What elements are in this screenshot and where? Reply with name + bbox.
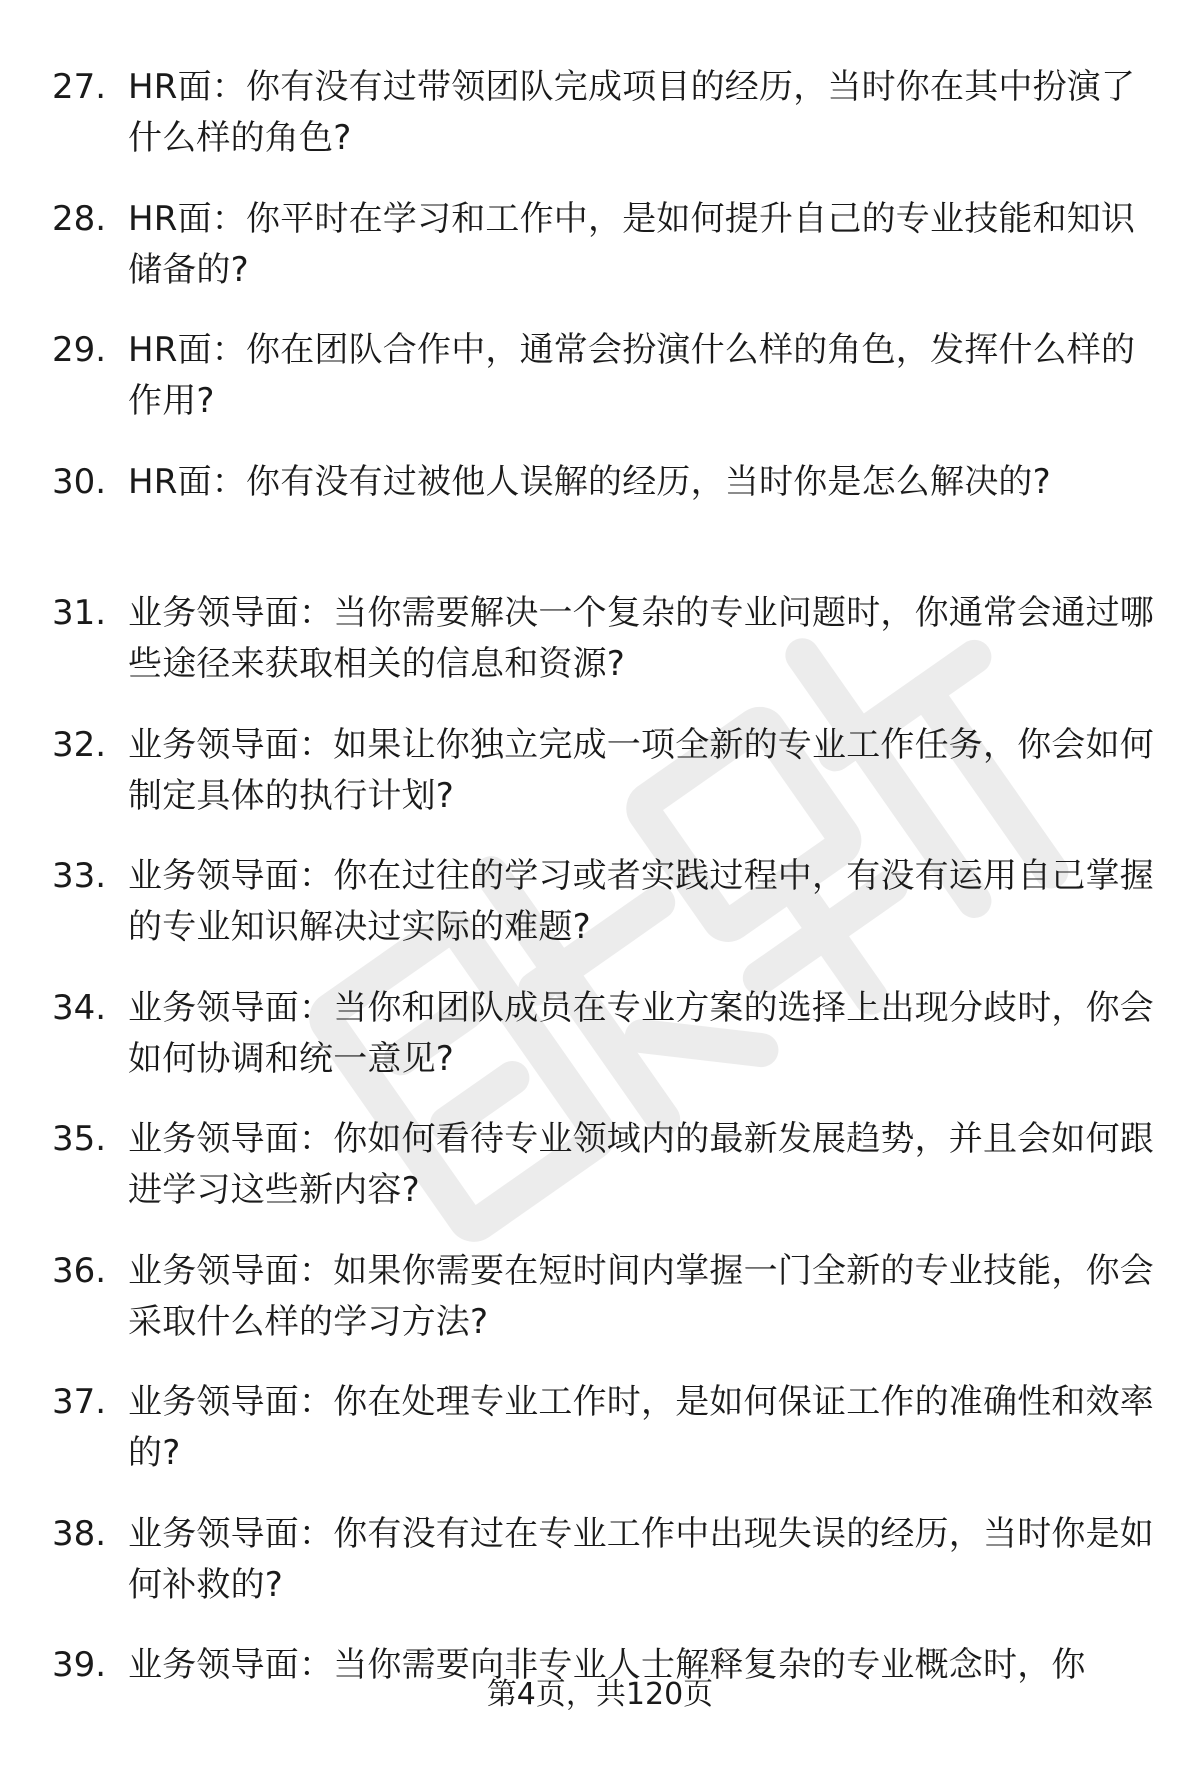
question-item [0, 1509, 1200, 1641]
question-number: 36. [52, 1250, 107, 1291]
question-item [0, 194, 1200, 326]
question-item [0, 1377, 1200, 1509]
question-text: 业务领导面：如果你需要在短时间内掌握一门全新的专业技能，你会采取什么样的学习方法? [128, 1250, 1154, 1342]
question-item [0, 720, 1200, 852]
question-number: 33. [52, 856, 107, 896]
question-item [0, 325, 1200, 457]
question-number: 27. [52, 67, 107, 107]
question-text: HR面：你在团队合作中，通常会扮演什么样的角色，发挥什么样的作用? [128, 330, 1136, 421]
question-item [0, 1114, 1200, 1246]
question-text: 业务领导面：你如何看待专业领域内的最新发展趋势，并且会如何跟进学习这些新内容? [128, 1119, 1154, 1210]
question-item [0, 1246, 1200, 1378]
question-list [0, 62, 1200, 1772]
question-text: 业务领导面：你在处理专业工作时，是如何保证工作的准确性和效率的? [128, 1382, 1154, 1473]
question-number: 31. [52, 593, 107, 633]
question-text: 业务领导面：当你需要向非专业人士解释复杂的专业概念时，你 [128, 1645, 1086, 1685]
question-item [0, 457, 1200, 589]
question-text: 业务领导面：当你和团队成员在专业方案的选择上出现分歧时，你会如何协调和统一意见? [128, 987, 1154, 1079]
question-number: 29. [52, 330, 107, 370]
question-text: 业务领导面：如果让你独立完成一项全新的专业工作任务，你会如何制定具体的执行计划? [128, 724, 1154, 816]
question-number: 28. [52, 198, 107, 239]
question-number: 34. [52, 987, 107, 1028]
question-number: 39. [52, 1645, 107, 1685]
question-text: HR面：你有没有过带领团队完成项目的经历，当时你在其中扮演了什么样的角色? [128, 67, 1136, 158]
question-item [0, 983, 1200, 1115]
question-number: 38. [52, 1513, 107, 1554]
question-item [0, 62, 1200, 194]
question-text: 业务领导面：你有没有过在专业工作中出现失误的经历，当时你是如何补救的? [128, 1513, 1154, 1605]
question-number: 30. [52, 461, 107, 502]
question-number: 35. [52, 1119, 107, 1159]
question-number: 37. [52, 1382, 107, 1422]
page-number-footer: 第4页，共120页 [486, 1677, 714, 1712]
question-item [0, 851, 1200, 983]
question-text: HR面：你平时在学习和工作中，是如何提升自己的专业技能和知识储备的? [128, 198, 1136, 290]
question-item [0, 588, 1200, 720]
question-number: 32. [52, 724, 107, 765]
question-text: 业务领导面：你在过往的学习或者实践过程中，有没有运用自己掌握的专业知识解决过实际的难题? [128, 856, 1154, 947]
question-text: 业务领导面：当你需要解决一个复杂的专业问题时，你通常会通过哪些途径来获取相关的信息和资源? [128, 593, 1154, 684]
question-text: HR面：你有没有过被他人误解的经历，当时你是怎么解决的? [128, 461, 1051, 502]
